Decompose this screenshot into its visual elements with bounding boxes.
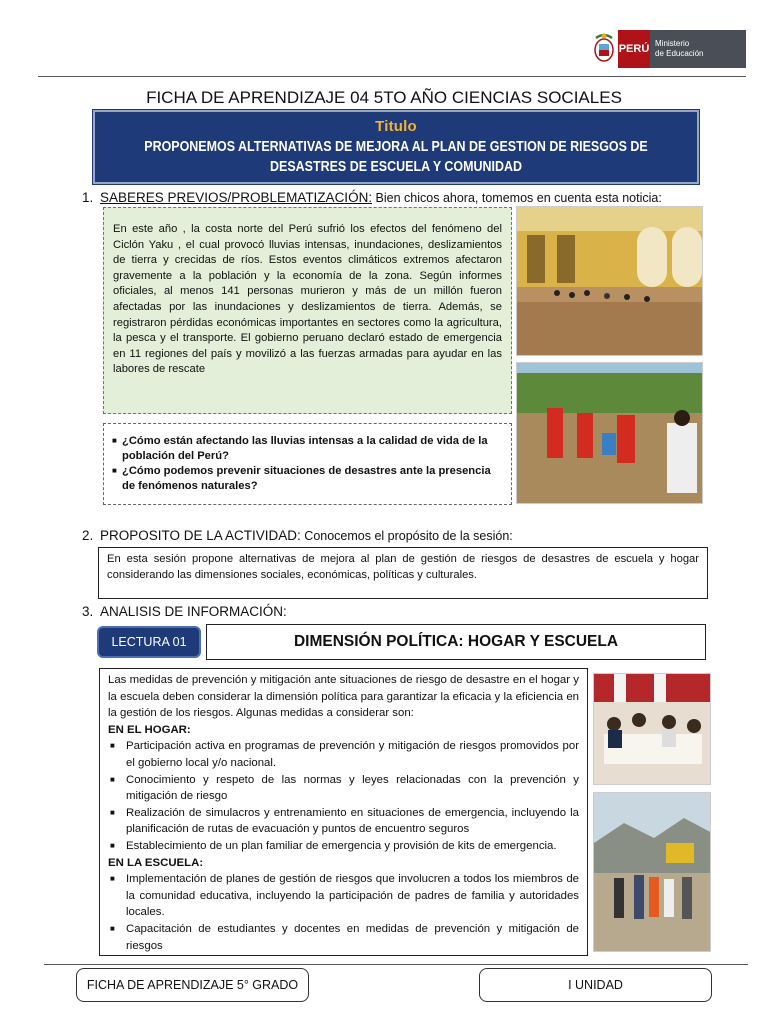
logo-country: PERÚ (618, 30, 650, 68)
title-box-text: PROPONEMOS ALTERNATIVAS DE MEJORA AL PLAN DE GESTION DE RIESGOS DE DESASTRES DE ESCUELA Y COMUNIDAD (144, 139, 648, 175)
section3-heading: ANALISIS DE INFORMACIÓN: (100, 604, 287, 619)
list-item: ■ Conocimiento y respeto de las normas y leyes relacionadas con la prevención y mitigación de riesgo (108, 772, 579, 805)
section1-heading-line: 1. SABERES PREVIOS/PROBLEMATIZACIÓN: Bien chicos ahora, tomemos en cuenta esta noticia: (82, 190, 662, 205)
header-divider (38, 76, 746, 77)
title-box (93, 110, 699, 184)
home-list (108, 738, 579, 854)
questions-box (103, 423, 512, 505)
list-item: ■ Realización de simulacros y entrenamiento en situaciones de emergencia, incluyendo la planificación de rutas de evacuación y puntos de encuentro seguros (108, 805, 579, 838)
list-item: ■ Participación activa en programas de prevención y mitigación de riesgos promovidos por el gobierno local y/o nacional. (108, 738, 579, 771)
section1-lead: Bien chicos ahora, tomemos en cuenta esta noticia: (372, 191, 662, 205)
field-inspection-photo (593, 792, 711, 952)
reading-box (99, 668, 588, 956)
purpose-box: En esta sesión propone alternativas de mejora al plan de gestión de riesgos de desastres de escuela y hogar considerando las dimensiones sociales, económicas, políticas y culturales. (98, 547, 708, 599)
flooded-street-photo (516, 206, 703, 356)
section2-lead: Conocemos el propósito de la sesión: (300, 529, 513, 543)
section1-heading: SABERES PREVIOS/PROBLEMATIZACIÓN: (100, 190, 373, 205)
footer-unit-box: I UNIDAD (479, 968, 712, 1002)
reading-intro: Las medidas de prevención y mitigación ante situaciones de riesgo de desastre en el hogar y la escuela deben considerar la dimensión política para garantizar la eficacia y la eficiencia en la gestión de los riesgos. Algunas medidas a considerar son: (108, 674, 579, 720)
list-item: ■ Establecimiento de un plan familiar de emergencia y provisión de kits de emergencia. (108, 838, 579, 855)
minedu-logo (590, 30, 746, 68)
home-heading: EN EL HOGAR: (108, 723, 191, 736)
list-item: ■ Implementación de planes de gestión de riesgos que involucren a todos los miembros de la comunidad educativa, incluyendo la participación de padres de familia y autoridades locales. (108, 871, 579, 921)
logo-ministry: Ministerio de Educación (650, 30, 746, 68)
page-title: FICHA DE APRENDIZAJE 04 5TO AÑO CIENCIAS SOCIALES (146, 88, 622, 107)
footer-grade-box: FICHA DE APRENDIZAJE 5° GRADO (76, 968, 309, 1002)
section3-heading-line: 3. ANALISIS DE INFORMACIÓN: (82, 604, 287, 619)
section2-heading-line: 2. PROPOSITO DE LA ACTIVIDAD: Conocemos el propósito de la sesión: (82, 528, 513, 543)
list-item: ■ Capacitación de estudiantes y docentes en medidas de prevención y mitigación de riesgos (108, 921, 579, 954)
footer-divider (44, 964, 748, 965)
rescue-photo (516, 362, 703, 504)
dimension-title: DIMENSIÓN POLÍTICA: HOGAR Y ESCUELA (206, 624, 706, 660)
peru-coat-of-arms-icon (590, 30, 618, 68)
title-box-label: Titulo (375, 118, 417, 135)
section2-heading: PROPOSITO DE LA ACTIVIDAD: (100, 528, 301, 543)
school-heading: EN LA ESCUELA: (108, 856, 204, 869)
meeting-photo (593, 673, 711, 785)
question-item: ■ ¿Cómo están afectando las lluvias intensas a la calidad de vida de la población del Perú? (112, 434, 505, 464)
school-list (108, 871, 579, 954)
reading-label: LECTURA 01 (97, 626, 201, 658)
question-item: ■ ¿Cómo podemos prevenir situaciones de desastres ante la presencia de fenómenos naturales? (112, 464, 505, 494)
news-box: En este año , la costa norte del Perú sufrió los efectos del fenómeno del Ciclón Yaku , el cual provocó lluvias intensas, inundaciones, deslizamientos de tierra y crecidas de ríos. Estos eventos climáticos extremos afectaron gravemente a la población y la economía de la zona. Según informes oficiales, al menos 141 personas murieron y más de un millón fueron afectadas por las inundaciones y deslizamientos de tierra. Además, se registraron pérdidas económicas importantes en sectores como la agricultura, la pesca y el transporte. El gobierno peruano declaró estado de emergencia en 11 regiones del país y movilizó a las fuerzas armadas para ayudar en las labores de rescate (103, 207, 512, 414)
